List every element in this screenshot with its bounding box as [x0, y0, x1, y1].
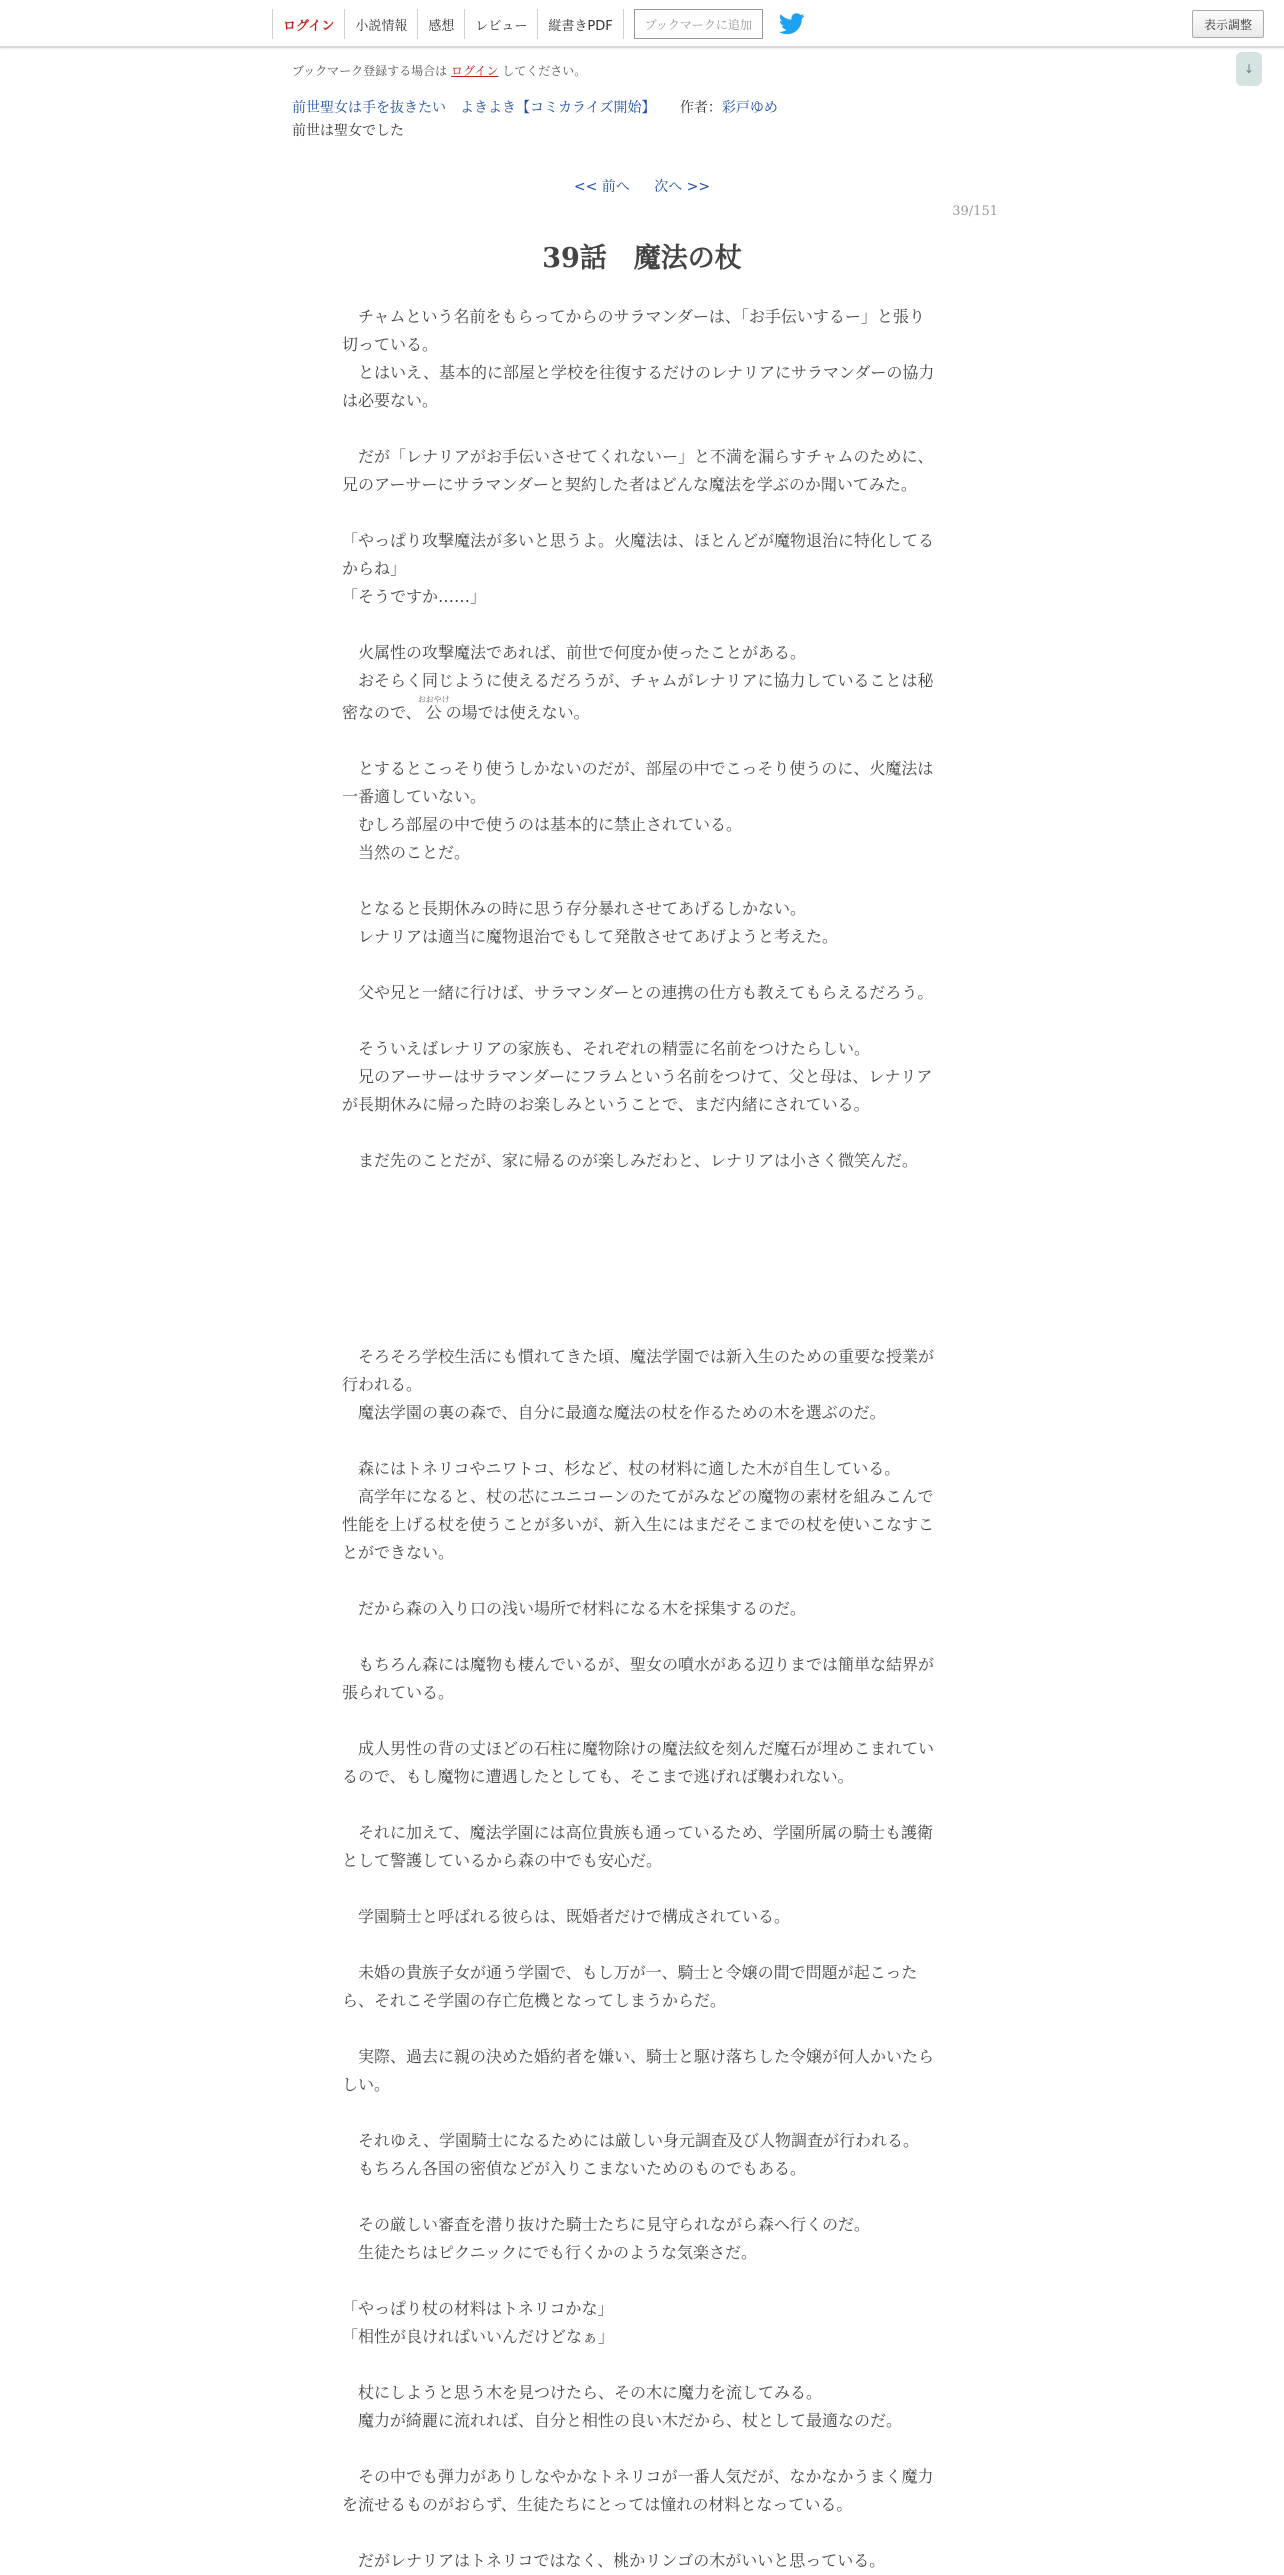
pager: [0, 176, 1284, 196]
paragraph: とはいえ、基本的に部屋と学校を往復するだけのレナリアにサラマンダーの協力は必要ない。: [342, 363, 935, 410]
paragraph: [342, 415, 936, 443]
bookmark-login-link[interactable]: ログイン: [451, 64, 499, 78]
paragraph: むしろ部屋の中で使うのは基本的に禁止されている。: [342, 815, 743, 834]
paragraph: おそらく同じように使えるだろうが、チャムがレナリアに協力していることは秘: [342, 671, 934, 690]
paragraph: そういえばレナリアの家族も、それぞれの精霊に名前をつけたらしい。: [342, 1039, 871, 1058]
ruby-line-suffix: の場では使えない。: [445, 703, 590, 722]
series-title-link[interactable]: 前世聖女は手を抜きたい よきよき【コミカライズ開始】: [292, 100, 656, 116]
paragraph: 成人男性の背の丈ほどの石柱に魔物除けの魔法紋を刻んだ魔石が埋めこまれているので、もし魔物に遭遇したとしても、そこまで逃げれば襲われない。: [342, 1739, 935, 1786]
page-counter: 39/151: [952, 204, 998, 219]
author-label: 作者：: [679, 100, 722, 116]
paragraph: [342, 1427, 936, 1455]
paragraph: その中でも弾力がありしなやかなトネリコが一番人気だが、なかなかうまく魔力を流せるものがおらず、生徒たちにとっては憧れの材料となっている。: [342, 2467, 934, 2514]
paragraph: [342, 2099, 936, 2127]
paragraph: [342, 1287, 936, 1315]
paragraph: 「相性が良ければいいんだけどなぁ」: [342, 2327, 615, 2346]
scroll-down-button[interactable]: ↓: [1236, 52, 1262, 86]
review-link[interactable]: レビュー: [464, 9, 537, 39]
paragraph: [342, 1175, 936, 1203]
prev-page-link[interactable]: << 前へ: [573, 179, 630, 195]
paragraph: 魔法学園の裏の森で、自分に最適な魔法の杖を作るための木を選ぶのだ。: [342, 1403, 886, 1422]
paragraph: 高学年になると、杖の芯にユニコーンのたてがみなどの魔物の素材を組みこんで性能を上げる杖を使うことが多いが、新入生にはまだそこまでの杖を使いこなすことができない。: [342, 1487, 935, 1562]
paragraph: 「そうですか……」: [342, 587, 487, 606]
paragraph: 生徒たちはピクニックにでも行くかのような気楽さだ。: [342, 2243, 758, 2262]
paragraph: [342, 1203, 936, 1231]
paragraph: [342, 867, 936, 895]
bookmark-notice-suffix: してください。: [502, 64, 587, 78]
novel-body-part-a: [342, 303, 936, 695]
paragraph: 火属性の攻撃魔法であれば、前世で何度か使ったことがある。: [342, 643, 807, 662]
paragraph: となると長期休みの時に思う存分暴れさせてあげるしかない。: [342, 899, 807, 918]
display-settings-button[interactable]: 表示調整: [1192, 10, 1264, 38]
paragraph: [342, 2519, 936, 2547]
paragraph: そろそろ学校生活にも慣れてきた頃、魔法学園では新入生のための重要な授業が行われる。: [342, 1347, 935, 1394]
paragraph: 「やっぱり攻撃魔法が多いと思うよ。火魔法は、ほとんどが魔物退治に特化してるからね」: [342, 531, 935, 578]
series-info: [292, 97, 778, 117]
author-link[interactable]: 彩戸ゆめ: [721, 100, 778, 116]
paragraph: レナリアは適当に魔物退治でもして発散させてあげようと考えた。: [342, 927, 839, 946]
header-nav: [272, 6, 805, 42]
paragraph: 森にはトネリコやニワトコ、杉など、杖の材料に適した木が自生している。: [342, 1459, 901, 1478]
paragraph: [342, 1007, 936, 1035]
novel-body-part-b: [342, 727, 936, 2575]
bookmark-notice: [292, 62, 586, 79]
paragraph: [342, 2351, 936, 2379]
paragraph: まだ先のことだが、家に帰るのが楽しみだわと、レナリアは小さく微笑んだ。: [342, 1151, 919, 1170]
paragraph: 当然のことだ。: [342, 843, 471, 862]
header-bar: [0, 0, 1284, 48]
ruby-paragraph: [342, 695, 936, 727]
paragraph: だから森の入り口の浅い場所で材料になる木を採集するのだ。: [342, 1599, 807, 1618]
paragraph: [342, 1791, 936, 1819]
paragraph: [342, 2267, 936, 2295]
novel-body: [342, 303, 936, 2575]
paragraph: それに加えて、魔法学園には高位貴族も通っているため、学園所属の騎士も護衛として警護しているから森の中でも安心だ。: [342, 1823, 934, 1870]
add-bookmark-button[interactable]: ブックマークに追加: [634, 9, 763, 39]
paragraph: [342, 1623, 936, 1651]
paragraph: 学園騎士と呼ばれる彼らは、既婚者だけで構成されている。: [342, 1907, 791, 1926]
paragraph: [342, 1931, 936, 1959]
paragraph: 父や兄と一緒に行けば、サラマンダーとの連携の仕方も教えてもらえるだろう。: [342, 983, 934, 1002]
vertical-pdf-link[interactable]: 縦書きPDF: [537, 9, 623, 39]
paragraph: 実際、過去に親の決めた婚約者を嫌い、騎士と駆け落ちした令嬢が何人かいたらしい。: [342, 2047, 935, 2094]
ruby-line-prefix: 密なので、: [342, 703, 422, 722]
next-page-link[interactable]: 次へ >>: [654, 179, 711, 195]
paragraph: [342, 1707, 936, 1735]
paragraph: [342, 2435, 936, 2463]
login-link[interactable]: ログイン: [272, 9, 344, 39]
paragraph: [342, 1875, 936, 1903]
paragraph: だが「レナリアがお手伝いさせてくれないー」と不満を漏らすチャムのために、兄のアーサーにサラマンダーと契約した者はどんな魔法を学ぶのか聞いてみた。: [342, 447, 934, 494]
paragraph: それゆえ、学園騎士になるためには厳しい身元調査及び人物調査が行われる。: [342, 2131, 919, 2150]
paragraph: 杖にしようと思う木を見つけたら、その木に魔力を流してみる。: [342, 2383, 823, 2402]
paragraph: [342, 1315, 936, 1343]
ruby-base: 公: [417, 703, 450, 722]
paragraph: 魔力が綺麗に流れれば、自分と相性の良い木だから、杖として最適なのだ。: [342, 2411, 903, 2430]
chapter-title: 39話 魔法の杖: [542, 243, 742, 274]
paragraph: 未婚の貴族子女が通う学園で、もし万が一、騎士と令嬢の間で問題が起こったら、それこそ学園の存亡危機となってしまうからだ。: [342, 1963, 918, 2010]
impressions-link[interactable]: 感想: [417, 9, 464, 39]
paragraph: もちろん森には魔物も棲んでいるが、聖女の噴水がある辺りまでは簡単な結界が張られている。: [342, 1655, 935, 1702]
paragraph: [342, 951, 936, 979]
paragraph: [342, 1567, 936, 1595]
ruby-word: [417, 695, 450, 722]
paragraph: [342, 1259, 936, 1287]
paragraph: [342, 2183, 936, 2211]
paragraph: [342, 727, 936, 755]
paragraph: 兄のアーサーはサラマンダーにフラムという名前をつけて、父と母は、レナリアが長期休みに帰った時のお楽しみということで、まだ内緒にされている。: [342, 1067, 933, 1114]
ruby-reading: おおやけ: [417, 695, 450, 704]
paragraph: 「やっぱり杖の材料はトネリコかな」: [342, 2299, 614, 2318]
bookmark-notice-text: ブックマーク登録する場合は: [292, 64, 448, 78]
paragraph: [342, 1231, 936, 1259]
paragraph: [342, 611, 936, 639]
paragraph: [342, 1119, 936, 1147]
paragraph: [342, 2015, 936, 2043]
twitter-icon[interactable]: [779, 13, 805, 35]
paragraph: [342, 499, 936, 527]
paragraph: もちろん各国の密偵などが入りこまないためのものでもある。: [342, 2159, 807, 2178]
paragraph: とするとこっそり使うしかないのだが、部屋の中でこっそり使うのに、火魔法は一番適していない。: [342, 759, 934, 806]
paragraph: その厳しい審査を潜り抜けた騎士たちに見守られながら森へ行くのだ。: [342, 2215, 871, 2234]
paragraph: だがレナリアはトネリコではなく、桃かリンゴの木がいいと思っている。: [342, 2551, 886, 2570]
novel-info-link[interactable]: 小説情報: [344, 9, 417, 39]
chapter-group-title: 前世は聖女でした: [292, 123, 404, 139]
paragraph: チャムという名前をもらってからのサラマンダーは、「お手伝いするー」と張り切っている。: [342, 307, 925, 354]
